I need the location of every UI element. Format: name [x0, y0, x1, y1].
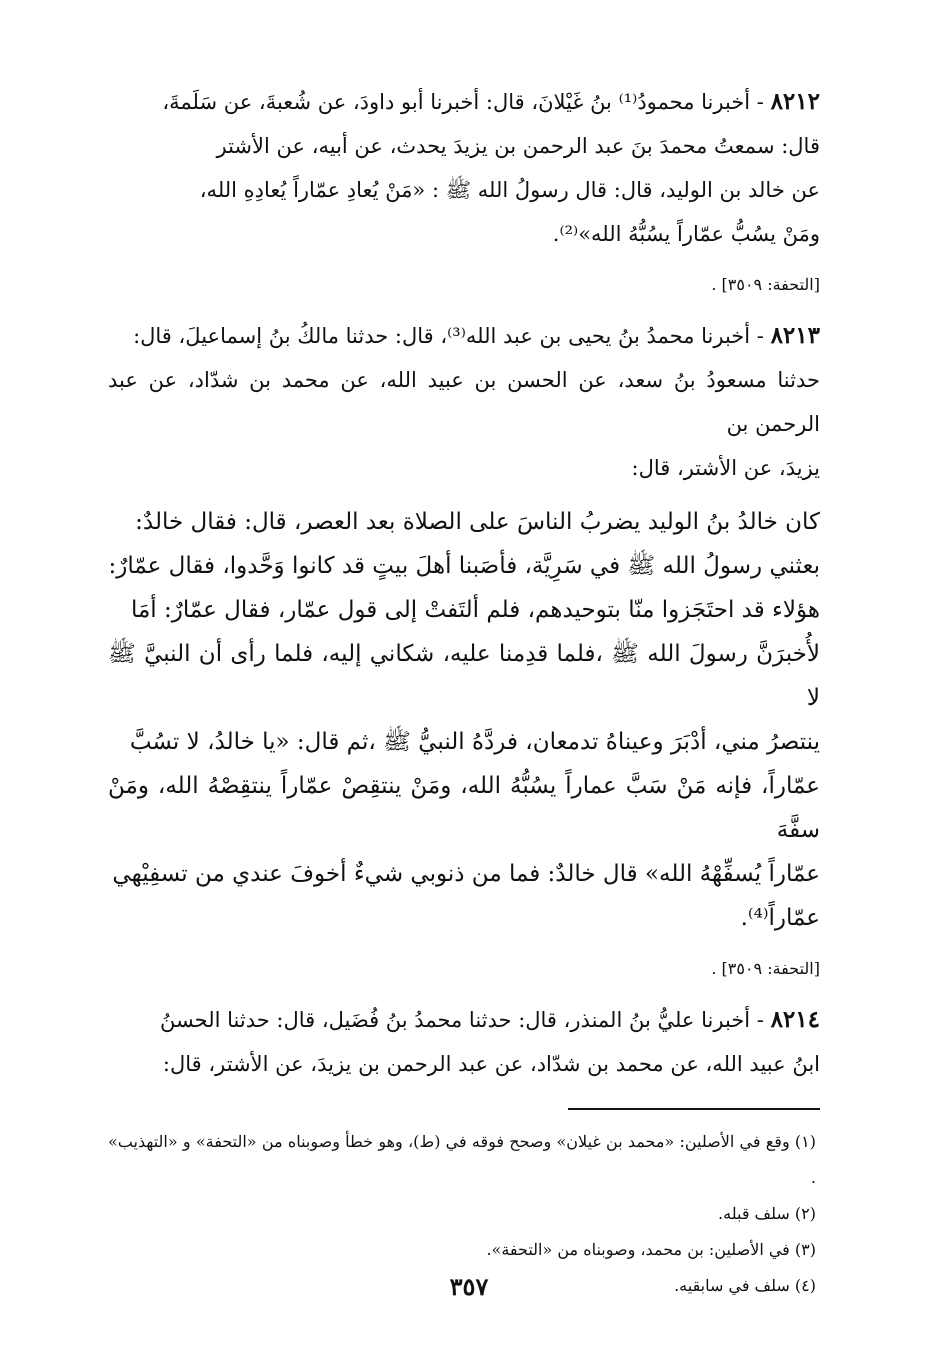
hadith-8212-line-3: عن خالد بن الوليد، قال: قال رسولُ الله ﷺ : «مَنْ يُعادِ عمّاراً يُعادِهِ الله، — [199, 178, 820, 202]
body-line: عمّاراً⁽⁴⁾. — [740, 905, 820, 931]
footnote-3: (٣) في الأصلين: بن محمد، وصوبناه من «التحفة». — [486, 1240, 816, 1259]
hadith-8212 — [108, 80, 820, 300]
hadith-text: - أخبرنا محمدُ بنُ يحيى بن عبد الله⁽³⁾، قال: حدثنا مالكُ بنُ إسماعيلَ، قال: — [133, 324, 764, 348]
footnotes-divider — [568, 1108, 820, 1110]
hadith-8213 — [108, 314, 820, 984]
body-line: عمّاراً يُسفِّهْهُ الله» قال خالدٌ: فما من ذنوبي شيءٌ أخوفَ عندي من تسفِيْهي — [112, 861, 820, 887]
body-line: ينتصرُ مني، أدْبَرَ وعيناهُ تدمعان، فردَّهُ النبيُّ ﷺ ،ثم قال: «يا خالدُ، لا تسُبَّ — [129, 729, 820, 755]
hadith-text: - أخبرنا محمودُ⁽¹⁾ بنُ غَيْلانَ، قال: أخبرنا أبو داودَ، عن شُعبةَ، عن سَلَمةَ، — [162, 90, 764, 114]
hadith-text: - أخبرنا عليُّ بنُ المنذر، قال: حدثنا محمدُ بنُ فُضَيل، قال: حدثنا الحسنُ — [159, 1008, 764, 1032]
body-line: هؤلاء قد احتَجَزوا منّا بتوحيدهم، فلم ألتَفتْ إلى قول عمّار، فقال عمّارٌ: أمَا — [130, 597, 820, 623]
body-line: بعثني رسولُ الله ﷺ في سَرِيَّة، فأصَبنا أهلَ بيتٍ قد كانوا وَحَّدوا، فقال عمّارٌ: — [108, 553, 820, 579]
body-line: لأُخبرَنَّ رسولَ الله ﷺ ،فلما قدِمنا عليه، شكاني إليه، فلما رأى أن النبيَّ ﷺ لا — [108, 641, 820, 711]
hadith-8213-line-1 — [108, 314, 820, 358]
hadith-number: ٨٢١٤ — [770, 1006, 820, 1033]
hadith-8213-line-3: يزيدَ، عن الأشتر، قال: — [631, 456, 820, 480]
hadith-8212-line-2: قال: سمعتُ محمدَ بنَ عبد الرحمن بن يزيدَ يحدث، عن أبيه، عن الأشتر — [216, 134, 820, 158]
hadith-8213-body — [108, 500, 820, 940]
tuhfa-reference: [التحفة: ٣٥٠٩] . — [711, 275, 820, 294]
hadith-8214 — [108, 998, 820, 1086]
hadith-8212-line-1 — [108, 80, 820, 124]
footnote-4: (٤) سلف في سابقيه. — [674, 1276, 816, 1295]
body-line: كان خالدُ بنُ الوليد يضربُ الناسَ على الصلاة بعد العصر، قال: فقال خالدٌ: — [135, 509, 820, 535]
hadith-8213-line-2: حدثنا مسعودُ بنُ سعد، عن الحسن بن عبيد الله، عن محمد بن شدّاد، عن عبد الرحمن بن — [108, 368, 820, 436]
tuhfa-reference: [التحفة: ٣٥٠٩] . — [711, 959, 820, 978]
hadith-number: ٨٢١٢ — [770, 88, 820, 115]
hadith-number: ٨٢١٣ — [770, 322, 820, 349]
footnote-1: (١) وقع في الأصلين: «محمد بن غيلان» وصحح فوقه في (ط)، وهو خطأ وصوبناه من «التحفة» و «التهذيب» . — [108, 1132, 816, 1187]
hadith-8212-line-4: ومَنْ يسُبُّ عمّاراً يسُبُّهُ الله»⁽²⁾. — [552, 222, 820, 246]
page-number: ٣٥٧ — [449, 1272, 489, 1301]
body-line: عمّاراً، فإنه مَنْ سَبَّ عماراً يسُبُّهُ الله، ومَنْ ينتقِصْ عمّاراً ينتقِصْهُ الله، ومَنْ سفَّهَ — [108, 773, 820, 843]
footnote-2: (٢) سلف قبله. — [718, 1204, 816, 1223]
hadith-8214-line-1 — [108, 998, 820, 1042]
hadith-8214-line-2: ابنُ عبيد الله، عن محمد بن شدّاد، عن عبد الرحمن بن يزيدَ، عن الأشتر، قال: — [162, 1052, 820, 1076]
